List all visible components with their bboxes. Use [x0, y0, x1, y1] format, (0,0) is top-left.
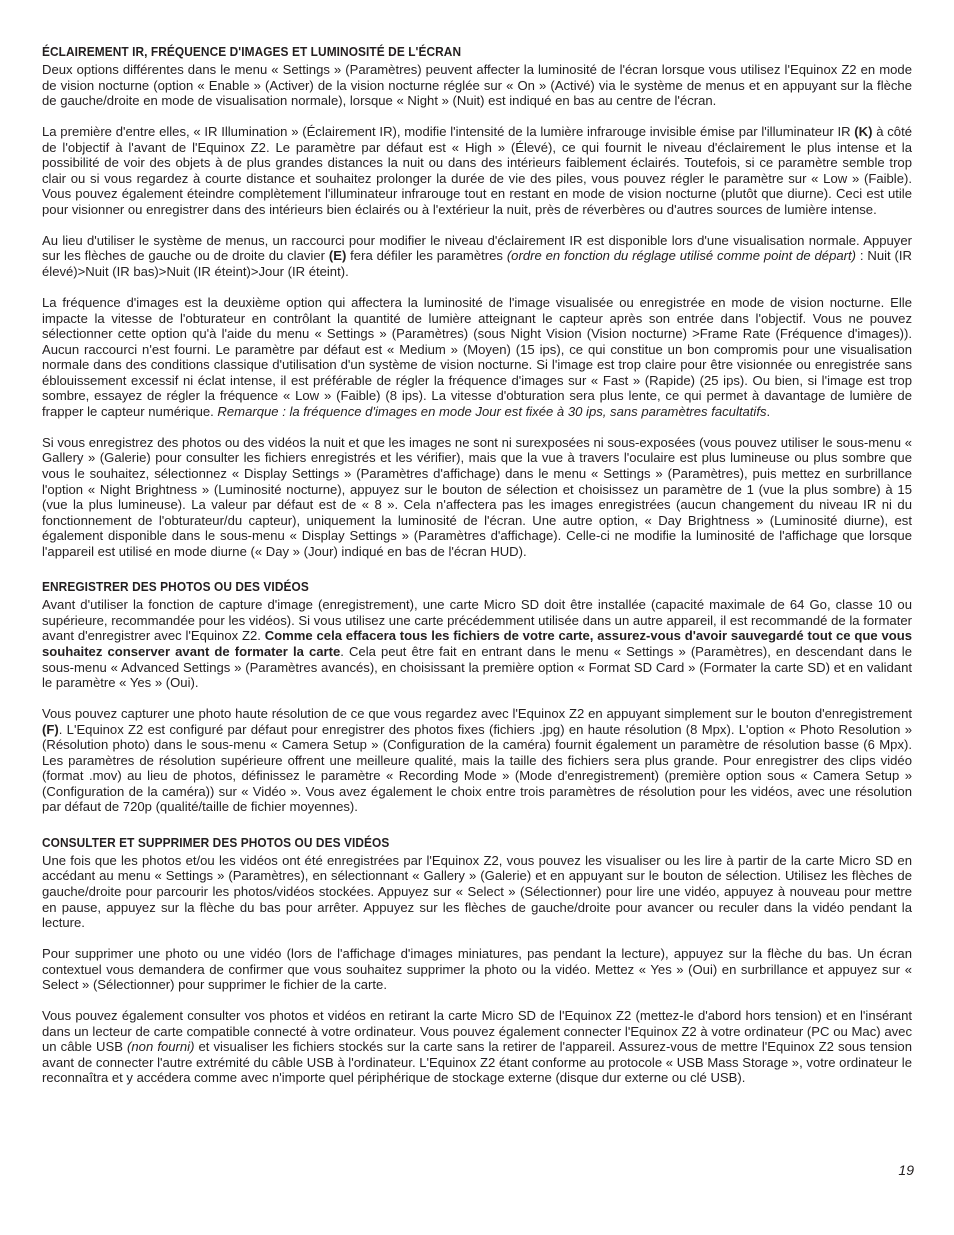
text-run: Vous pouvez capturer une photo haute résolution de ce que vous regardez avec l'Equinox Z2 en appuyant simplement sur le bouton d'enregistrement	[42, 706, 912, 722]
text-run: fera défiler les paramètres	[346, 248, 507, 264]
paragraph	[42, 1008, 912, 1086]
italic-note: Remarque : la fréquence d'images en mode Jour est fixée à 30 ips, sans paramètres facultatifs	[217, 403, 767, 419]
page-number: 19	[898, 1162, 914, 1178]
text-run: Avant d'utiliser la fonction de capture d'image (enregistrement), une carte Micro SD doit être installée (capacité maximale de 64 Go, classe 10 ou supérieure, recommandée pour les vidéos). Si vous utilisez une carte précédemment utilisée dans un autre appareil, il est recommandé de la formater avant d'enregistrer avec l'Equinox Z2.	[42, 597, 912, 644]
paragraph: Deux options différentes dans le menu « Settings » (Paramètres) peuvent affecter la luminosité de l'écran lorsque vous utilisez l'Equinox Z2 en mode de vision nocturne (option « Enable » (Activer) de la vision nocturne réglée sur « On » (Activé) via le système de menus et en appuyant sur la flèche de gauche/droite en mode de visualisation normale), lorsque « Night » (Nuit) est indiqué en bas au centre de l'écran.	[42, 62, 912, 109]
bold-warning: Comme cela effacera tous les fichiers de votre carte, assurez-vous d'avoir sauvegardé tout ce que vous souhaitez conserver avant de formater la carte	[42, 628, 912, 659]
paragraph	[42, 706, 912, 815]
italic-note: (ordre en fonction du réglage utilisé comme point de départ)	[506, 248, 857, 264]
section-heading-record: ENREGISTRER DES PHOTOS OU DES VIDÉOS	[42, 579, 309, 595]
text-run: Au lieu d'utiliser le système de menus, un raccourci pour modifier le niveau d'éclairement IR est disponible lors d'une visualisation normale. Appuyer sur les flèches de gauche ou de droite du clavier	[42, 232, 912, 264]
callout-letter: (E)	[328, 248, 347, 264]
text-run: : Nuit (IR élevé)>Nuit (IR bas)>Nuit (IR éteint)>Jour (IR éteint).	[42, 248, 912, 280]
paragraph	[42, 597, 912, 690]
text-run: à côté de l'objectif à l'avant de l'Equinox Z2. Le paramètre par défaut est « High » (Élevé), ce qui fournit le niveau d'éclairement le plus intense et la possibilité de voir des objets à de plus grandes distances la nuit ou dans des intérieurs faiblement éclairés. Toutefois, si ce paramètre semble trop clair ou si vous regardez à courte distance et souhaitez prolonger la durée de vie des piles, vous pouvez régler le paramètre sur « Low » (Faible). Vous pouvez également éteindre complètement l'illuminateur infrarouge tout en restant en mode de vision nocturne (plutôt que diurne). Ceci est utile pour visionner ou enregistrer dans des intérieurs bien éclairés ou à l'extérieur la nuit, près de réverbères ou d'autres sources de lumière intense.	[42, 124, 912, 217]
document-page	[42, 44, 912, 1102]
section-heading-view-delete: CONSULTER ET SUPPRIMER DES PHOTOS OU DES VIDÉOS	[42, 834, 390, 850]
paragraph	[42, 295, 912, 419]
text-run: La première d'entre elles, « IR Illumination » (Éclairement IR), modifie l'intensité de la lumière infrarouge invisible émise par l'illuminateur IR	[42, 124, 855, 140]
callout-letter: (F)	[42, 721, 59, 737]
text-run: La fréquence d'images est la deuxième option qui affectera la luminosité de l'image visualisée ou enregistrée en mode de vision nocturne. Elle impacte la vitesse de l'obturateur en contrôlant la quantité de lumière atteignant le capteur après son entrée dans l'objectif. Vous ne pouvez sélectionner cette option qu'à l'aide du menu « Settings » (Paramètres) (sous Night Vision (Vision nocturne) >Frame Rate (Fréquence d'images)). Aucun raccourci n'est fourni. Le paramètre par défaut est « Medium » (Moyen) (15 ips), ce qui constitue un bon compromis pour une visualisation normale dans des conditions classique d'utilisation d'un système de vision nocturne. Si l'image est trop claire pour être visionnée ou enregistrée sans éblouissement excessif ni éclat intense, il est préférable de régler la fréquence d'images sur « Fast » (Rapide) (25 ips). Ou bien, si l'image est trop sombre, essayez de régler la fréquence « Low » (Faible) (8 ips). La vitesse d'obturation sera plus lente, ce qui permet à davantage de lumière de frapper le capteur numérique.	[42, 295, 912, 419]
callout-letter: (K)	[854, 124, 873, 140]
text-run: . Cela peut être fait en entrant dans le menu « Settings » (Paramètres), en descendant dans le sous-menu « Advanced Settings » (Paramètres avancés), en choisissant la première option « Format SD Card » (Formater la carte SD) et en validant le paramètre « Yes » (Oui).	[42, 643, 912, 691]
paragraph: Pour supprimer une photo ou une vidéo (lors de l'affichage d'images miniatures, pas pendant la lecture), appuyez sur la flèche du bas. Un écran contextuel vous demandera de confirmer que vous souhaitez supprimer la photo ou la vidéo. Mettez « Yes » (Oui) en surbrillance et appuyez sur « Select » (Sélectionner) pour supprimer le fichier de la carte.	[42, 946, 912, 993]
text-run: et visualiser les fichiers stockés sur la carte sans la retirer de l'appareil. Assurez-vous de mettre l'Equinox Z2 sous tension avant de connecter l'autre extrémité du câble USB à l'ordinateur. L'Equinox Z2 étant conforme au protocole « USB Mass Storage », votre ordinateur le reconnaîtra et y accédera comme avec n'importe quel périphérique de stockage externe (disque dur externe ou clé USB).	[42, 1039, 912, 1086]
paragraph: Une fois que les photos et/ou les vidéos ont été enregistrées par l'Equinox Z2, vous pouvez les visualiser ou les lire à partir de la carte Micro SD en accédant au menu « Settings » (Paramètres), en sélectionnant « Gallery » (Galerie) et en appuyant sur le bouton de sélection. Utilisez les flèches de gauche/droite pour parcourir les photos/vidéos stockées. Appuyez sur « Select » (Sélectionner) pour lire une vidéo, appuyez à nouveau pour mettre en pause, appuyez sur la flèche du bas pour arrêter. Appuyez sur les flèches de gauche/droite pour avancer ou reculer dans la vidéo pendant la lecture.	[42, 852, 912, 931]
text-run: Vous pouvez également consulter vos photos et vidéos en retirant la carte Micro SD de l'Equinox Z2 (mettez-le d'abord hors tension) et en l'insérant dans un lecteur de carte compatible connecté à votre ordinateur. Vous pouvez également connecter l'Equinox Z2 à votre ordinateur (PC ou Mac) avec un câble USB	[42, 1008, 912, 1055]
paragraph: Si vous enregistrez des photos ou des vidéos la nuit et que les images ne sont ni surexposées ni sous-exposées (vous pouvez utiliser le sous-menu « Gallery » (Galerie) pour consulter les fichiers enregistrés et les vérifier), mais que la vue à travers l'oculaire est plus lumineuse ou plus sombre que vous le souhaitez, sélectionnez « Display Settings » (Paramètres d'affichage) dans le menu « Settings » (Paramètres), puis mettez en surbrillance l'option « Night Brightness » (Luminosité nocturne), appuyez sur le bouton de sélection et choisissez un paramètre de 1 (vue la plus sombre) à 15 (vue la plus lumineuse). La valeur par défaut est de « 8 ». Cela n'affectera pas les images enregistrées (aucun changement du niveau IR ni du fonctionnement de l'obturateur/du capteur), uniquement la luminosité de l'écran. Une autre option, « Day Brightness » (Luminosité diurne), est également disponible dans le sous-menu « Display Settings » (Paramètres d'affichage). Celle-ci ne modifie la luminosité de l'affichage que lorsque l'appareil est utilisé en mode diurne (« Day » (Jour) indiqué en bas de l'écran HUD).	[42, 434, 912, 559]
text-run: .	[766, 403, 771, 419]
section-heading-ir-illumination: ÉCLAIREMENT IR, FRÉQUENCE D'IMAGES ET LUMINOSITÉ DE L'ÉCRAN	[42, 44, 462, 59]
text-run: . L'Equinox Z2 est configuré par défaut pour enregistrer des photos fixes (fichiers .jpg) en haute résolution (8 Mpx). L'option « Photo Resolution » (Résolution photo) dans le sous-menu « Camera Setup » (Configuration de la caméra) fournit également un paramètre de résolution basse (6 Mpx). Les paramètres de résolution supérieure offrent une meilleure qualité, mais la taille des fichiers sera plus grande. Pour enregistrer des clips vidéo (format .mov) au lieu de photos, définissez le paramètre « Recording Mode » (Mode d'enregistrement) (première option sous « Camera Setup » (Configuration de la caméra)) sur « Vidéo ». Vous avez également le choix entre trois paramètres de résolution pour les vidéos, avec une résolution par défaut de 720p (qualité/taille de fichier moyennes).	[42, 721, 912, 815]
paragraph	[42, 124, 912, 217]
italic-note: (non fourni)	[127, 1039, 195, 1055]
paragraph	[42, 233, 912, 280]
